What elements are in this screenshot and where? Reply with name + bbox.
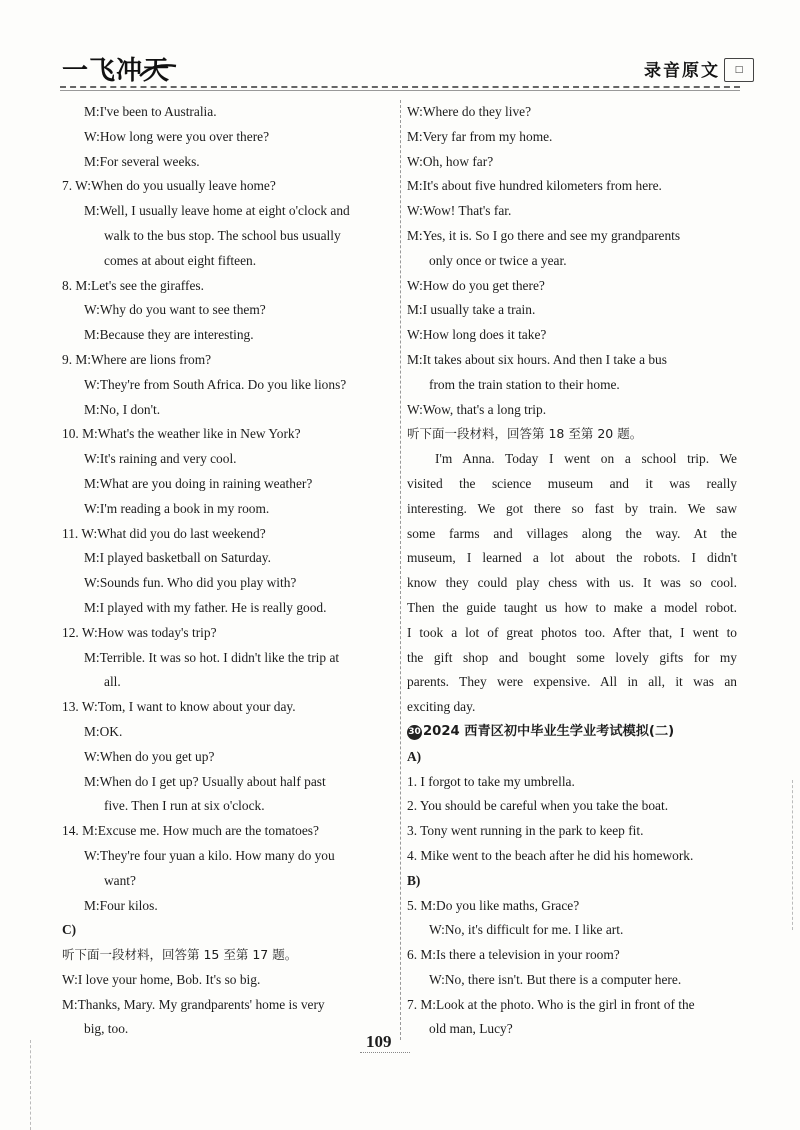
text-line: M:I played with my father. He is really good. <box>84 599 327 615</box>
text-line: walk to the bus stop. The school bus usually <box>104 227 341 243</box>
text-line: W:Oh, how far? <box>407 153 494 169</box>
text-line: 8. M:Let's see the giraffes. <box>62 277 204 293</box>
text-line: 7. W:When do you usually leave home? <box>62 178 276 194</box>
exam-title-text: 2024 西青区初中毕业生学业考试模拟(二) <box>423 723 675 739</box>
passage-line: Then the guide taught us how to make a model robot. <box>407 599 737 615</box>
text-line: M:It's about five hundred kilometers from here. <box>407 178 662 194</box>
text-line: 4. Mike went to the beach after he did his homework. <box>407 847 694 863</box>
text-line: W:How long does it take? <box>407 327 547 343</box>
book-logo: 一飞冲天 <box>62 56 171 86</box>
text-line: W:I'm reading a book in my room. <box>84 500 270 516</box>
text-line: W:Where do they live? <box>407 104 532 119</box>
left-column <box>62 100 397 1042</box>
passage-line: visited the science museum and it was really <box>407 475 737 491</box>
section-heading: B) <box>407 872 421 888</box>
text-line: M:No, I don't. <box>84 401 161 417</box>
text-line: M:I've been to Australia. <box>84 104 217 119</box>
text-line: W:They're four yuan a kilo. How many do you <box>84 847 335 863</box>
text-line: from the train station to their home. <box>429 376 620 392</box>
text-line: 13. W:Tom, I want to know about your day. <box>62 699 296 715</box>
text-line: 3. Tony went running in the park to keep fit. <box>407 823 644 839</box>
text-line: 10. M:What's the weather like in New York? <box>62 426 301 442</box>
page-number: 109 <box>366 1032 392 1051</box>
text-line: M:It takes about six hours. And then I take a bus <box>407 351 667 367</box>
passage-line: know they could play chess with us. It was so cool. <box>407 575 737 591</box>
passage-line: exciting day. <box>407 699 476 715</box>
text-line: 11. W:What did you do last weekend? <box>62 525 266 541</box>
text-line: M:Yes, it is. So I go there and see my grandparents <box>407 227 681 243</box>
passage-line: interesting. We got there so fast by train. We saw <box>407 500 737 516</box>
text-line: M:What are you doing in raining weather? <box>84 475 313 491</box>
text-line: W:Why do you want to see them? <box>84 302 266 318</box>
scan-margin-mark <box>30 1040 32 1130</box>
right-column <box>407 100 737 1042</box>
text-line: 2. You should be careful when you take the boat. <box>407 798 669 814</box>
corner-stamp: □ <box>724 58 754 82</box>
column-divider <box>400 100 401 1040</box>
text-line: 1. I forgot to take my umbrella. <box>407 773 575 789</box>
text-line: M:When do I get up? Usually about half past <box>84 773 326 789</box>
text-line: M:Because they are interesting. <box>84 327 254 343</box>
text-line: 14. M:Excuse me. How much are the tomatoes? <box>62 823 319 839</box>
text-line: old man, Lucy? <box>429 1021 513 1037</box>
exam-title <box>407 720 737 745</box>
header-rule-thin <box>60 90 740 91</box>
text-line: W:Sounds fun. Who did you play with? <box>84 575 297 591</box>
text-line: M:OK. <box>84 723 123 739</box>
text-line: W:It's raining and very cool. <box>84 451 237 467</box>
passage-line: I took a lot of great photos too. After that, I went to <box>407 624 737 640</box>
instruction-line: 听下面一段材料，回答第 18 至第 20 题。 <box>407 426 643 442</box>
text-line: W:They're from South Africa. Do you like lions? <box>84 376 347 392</box>
text-line: all. <box>104 674 121 690</box>
text-line: M:Very far from my home. <box>407 128 553 144</box>
text-line: five. Then I run at six o'clock. <box>104 798 265 814</box>
text-line: W:How do you get there? <box>407 277 545 293</box>
text-line: only once or twice a year. <box>429 252 567 268</box>
text-line: W:I love your home, Bob. It's so big. <box>62 971 261 987</box>
header-rule <box>60 86 740 88</box>
passage-line: the gift shop and bought some lovely gifts for my <box>407 649 737 665</box>
section-label: 录音原文 <box>644 61 720 81</box>
text-line: 5. M:Do you like maths, Grace? <box>407 897 580 913</box>
text-line: W:When do you get up? <box>84 748 215 764</box>
text-line: 6. M:Is there a television in your room? <box>407 947 620 963</box>
page-number-decoration <box>360 1052 410 1054</box>
text-line: want? <box>104 872 136 888</box>
passage-line: I'm Anna. Today I went on a school trip. We <box>435 451 737 467</box>
text-line: big, too. <box>84 1021 129 1037</box>
text-line: M:Thanks, Mary. My grandparents' home is very <box>62 996 325 1012</box>
text-line: M:I usually take a train. <box>407 302 536 318</box>
section-heading: C) <box>62 922 77 938</box>
exam-number-badge: 30 <box>407 725 422 740</box>
scan-margin-mark-right <box>792 780 794 930</box>
text-line: W:How long were you over there? <box>84 128 270 144</box>
text-line: M:For several weeks. <box>84 153 200 169</box>
text-line: M:Terrible. It was so hot. I didn't like the trip at <box>84 649 340 665</box>
text-line: M:I played basketball on Saturday. <box>84 550 271 566</box>
text-line: 7. M:Look at the photo. Who is the girl in front of the <box>407 996 695 1012</box>
text-line: 12. W:How was today's trip? <box>62 624 217 640</box>
text-line: W:No, it's difficult for me. I like art. <box>429 922 624 938</box>
passage-line: museum, I learned a lot about the robots. I didn't <box>407 550 737 566</box>
passage-line: parents. They were expensive. All in all, it was an <box>407 674 737 690</box>
section-heading: A) <box>407 748 422 764</box>
text-line: W:No, there isn't. But there is a computer here. <box>429 971 682 987</box>
text-line: 9. M:Where are lions from? <box>62 351 212 367</box>
instruction-line: 听下面一段材料，回答第 15 至第 17 题。 <box>62 947 298 963</box>
text-line: M:Well, I usually leave home at eight o'clock and <box>84 203 350 219</box>
text-line: M:Four kilos. <box>84 897 158 913</box>
text-line: W:Wow, that's a long trip. <box>407 401 547 417</box>
passage-line: some farms and villages along the way. At the <box>407 525 737 541</box>
logo-swash-icon <box>138 62 178 80</box>
text-line: W:Wow! That's far. <box>407 203 512 219</box>
page-header <box>0 0 800 100</box>
text-line: comes at about eight fifteen. <box>104 252 257 268</box>
